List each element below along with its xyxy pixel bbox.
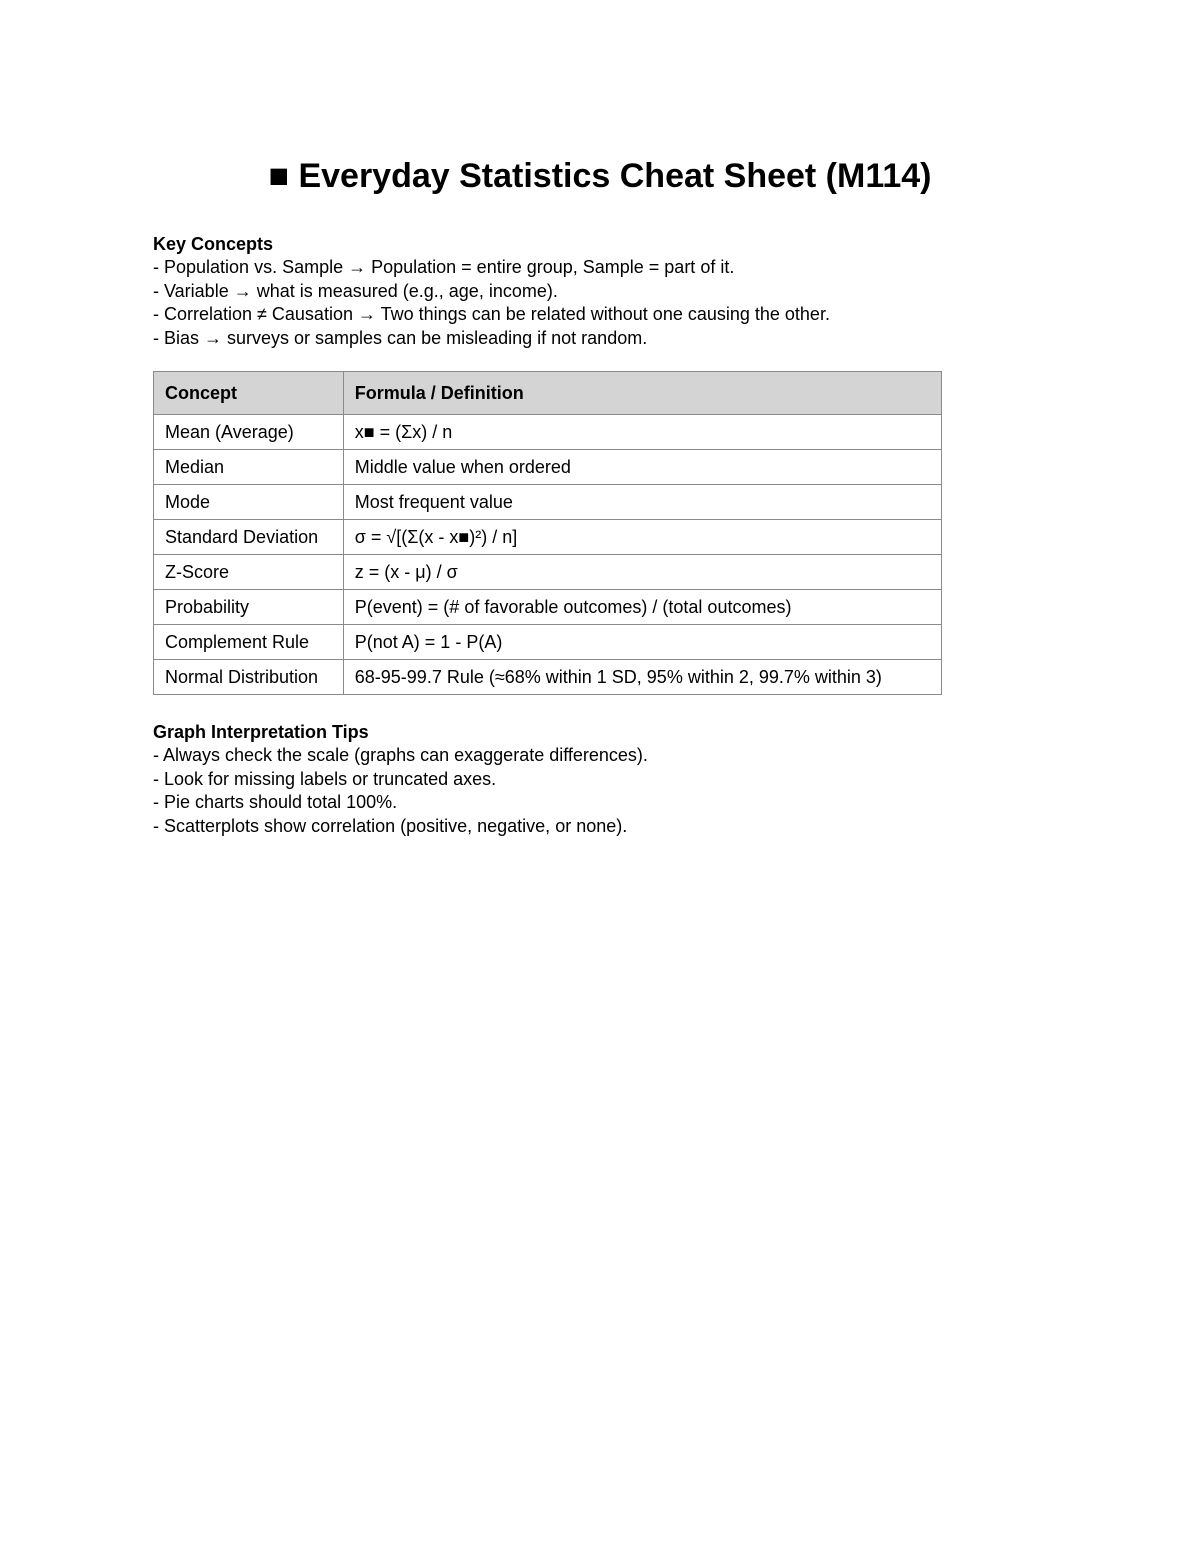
formula-cell: Most frequent value [343, 485, 941, 520]
formula-cell: P(event) = (# of favorable outcomes) / (total outcomes) [343, 590, 941, 625]
column-header-formula: Formula / Definition [343, 372, 941, 415]
key-concept-item: - Population vs. Sample → Population = entire group, Sample = part of it. [153, 257, 735, 277]
formula-cell: 68-95-99.7 Rule (≈68% within 1 SD, 95% within 2, 99.7% within 3) [343, 660, 941, 695]
formula-table [153, 371, 942, 695]
key-concept-item: - Bias → surveys or samples can be misleading if not random. [153, 327, 648, 348]
key-concept-item: - Variable → what is measured (e.g., age, income). [153, 280, 558, 301]
concept-cell: Z-Score [154, 555, 344, 590]
table-row [154, 485, 942, 520]
graph-tip-item: - Pie charts should total 100%. [153, 792, 398, 812]
formula-cell: z = (x - μ) / σ [343, 555, 941, 590]
page-title: ■ Everyday Statistics Cheat Sheet (M114) [268, 157, 932, 195]
concept-cell: Probability [154, 590, 344, 625]
formula-cell: x■ = (Σx) / n [343, 415, 941, 450]
concept-cell: Standard Deviation [154, 520, 344, 555]
key-concepts-section [153, 233, 1053, 350]
concept-cell: Mean (Average) [154, 415, 344, 450]
key-concepts-heading: Key Concepts [153, 234, 274, 254]
table-row [154, 415, 942, 450]
graph-tip-item: - Look for missing labels or truncated axes. [153, 768, 497, 789]
concept-cell: Complement Rule [154, 625, 344, 660]
formula-cell: σ = √[(Σ(x - x■)²) / n] [343, 520, 941, 555]
concept-cell: Mode [154, 485, 344, 520]
formula-cell: Middle value when ordered [343, 450, 941, 485]
column-header-concept: Concept [154, 372, 344, 415]
concept-cell: Median [154, 450, 344, 485]
table-row [154, 520, 942, 555]
concept-cell: Normal Distribution [154, 660, 344, 695]
table-row [154, 660, 942, 695]
table-row [154, 555, 942, 590]
key-concept-item: - Correlation ≠ Causation → Two things can be related without one causing the other. [153, 304, 830, 324]
graph-tip-item: - Scatterplots show correlation (positive, negative, or none). [153, 815, 628, 836]
table-header-row [154, 372, 942, 415]
table-row [154, 590, 942, 625]
graph-tips-heading: Graph Interpretation Tips [153, 722, 369, 742]
graph-tip-item: - Always check the scale (graphs can exaggerate differences). [153, 745, 648, 765]
table-row [154, 450, 942, 485]
table-row [154, 625, 942, 660]
graph-tips-section [153, 721, 1053, 838]
formula-cell: P(not A) = 1 - P(A) [343, 625, 941, 660]
